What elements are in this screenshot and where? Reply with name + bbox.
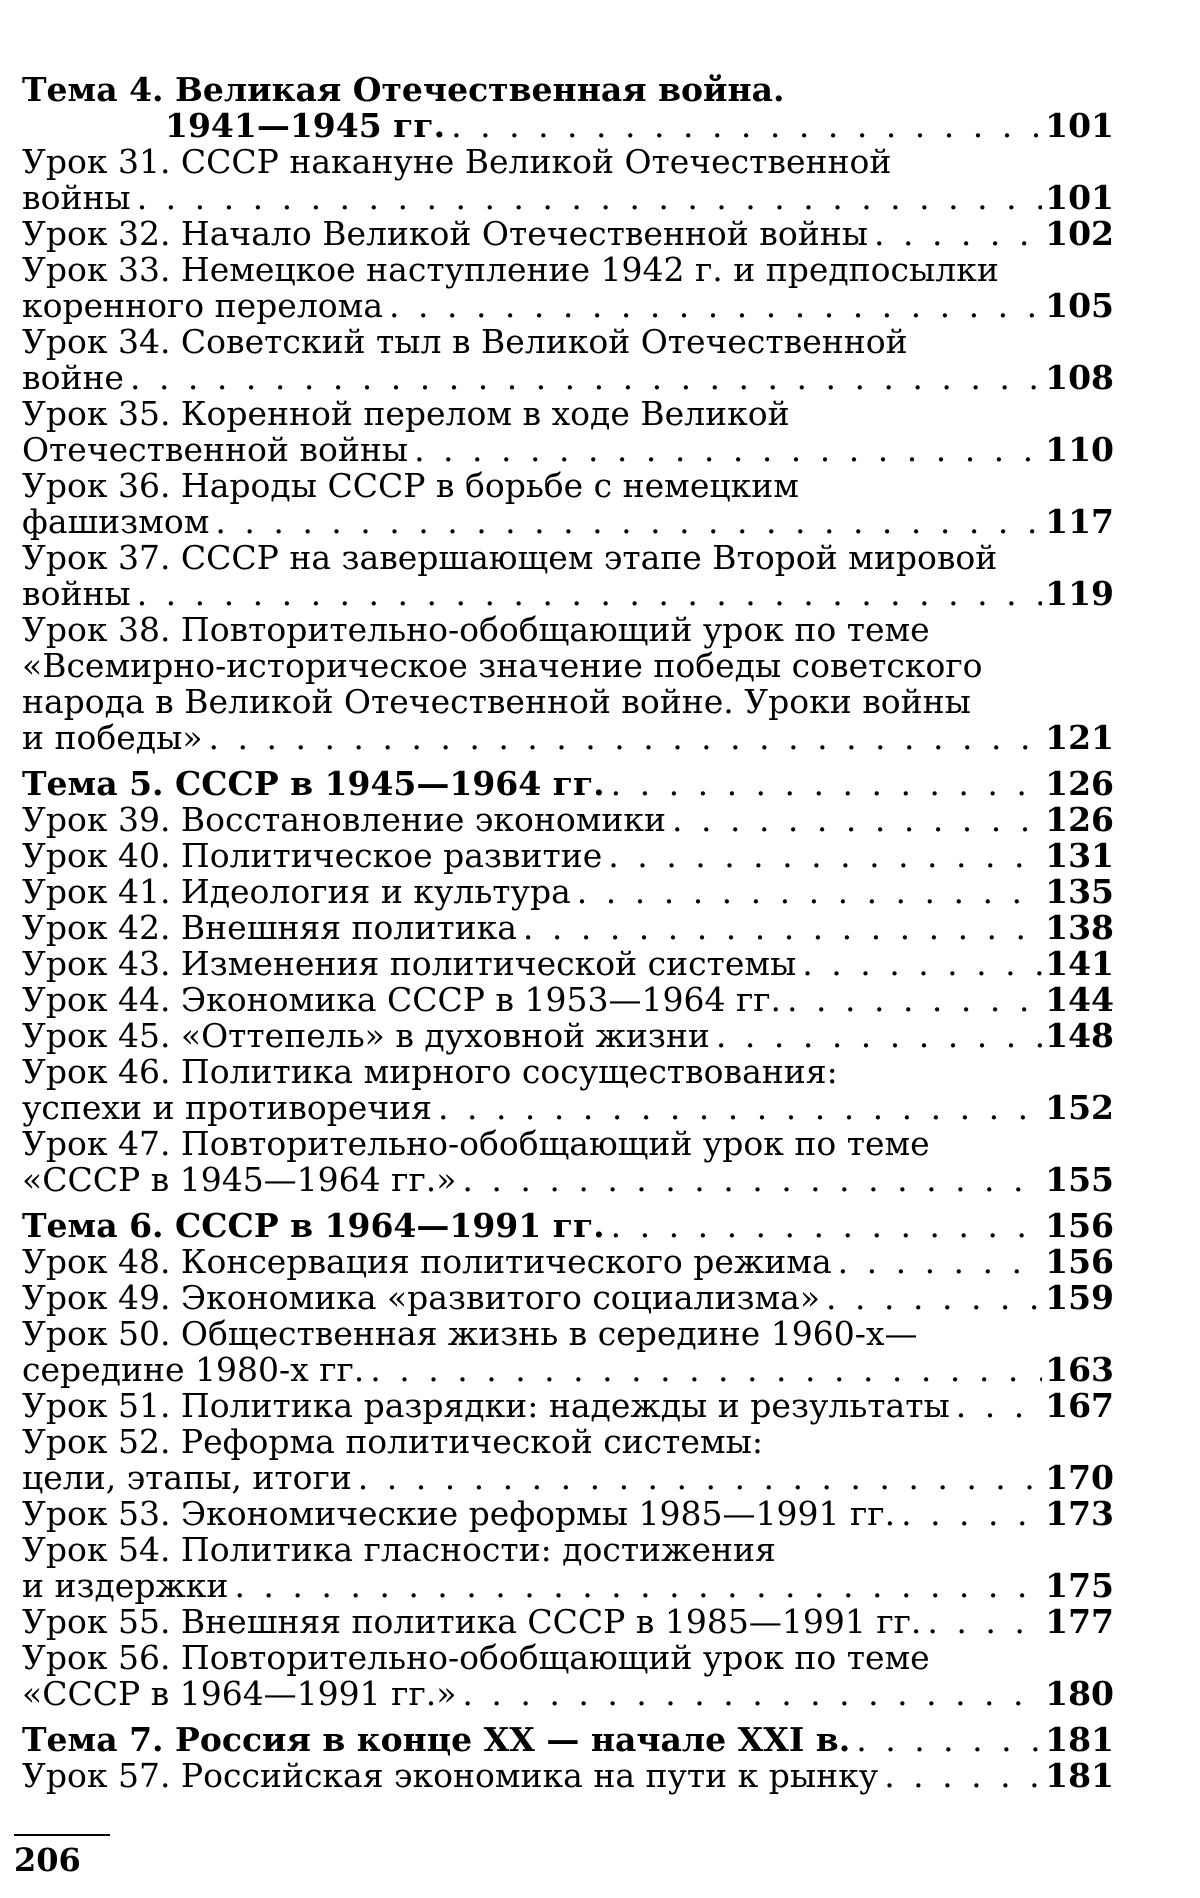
toc-text: коренного перелома [22,286,384,325]
toc-text: Урок 52. Реформа политической системы: [22,1422,763,1461]
toc-line [22,180,1114,216]
toc-page-number: 126 [1045,764,1114,803]
dot-leader [716,1018,1042,1054]
toc-text: Урок 51. Политика разрядки: надежды и результаты [22,1386,950,1425]
toc-text: и издержки [22,1566,229,1605]
toc-lesson [22,1496,1114,1532]
dot-leader [137,180,1042,216]
dot-leader [451,108,1042,144]
toc-line [22,1054,1114,1090]
toc-page-number: 167 [1045,1386,1114,1425]
toc-lesson [22,1388,1114,1424]
toc-line [22,1568,1114,1604]
toc-text: народа в Великой Отечественной войне. Уроки войны [22,682,971,721]
toc-page-number: 110 [1045,430,1114,469]
dot-leader [462,1162,1042,1198]
toc-text: Урок 56. Повторительно-обобщающий урок по теме [22,1638,930,1677]
toc-line [22,252,1114,288]
toc-line [22,324,1114,360]
toc-lesson [22,1532,1114,1604]
toc-page-number: 152 [1045,1088,1114,1127]
toc-text: Урок 45. «Оттепель» в духовной жизни [22,1016,710,1055]
toc-page-number: 101 [1045,106,1114,145]
toc-lesson [22,838,1114,874]
toc-line [22,874,1114,910]
dot-leader [856,1722,1042,1758]
toc-text: Тема 7. Россия в конце XX — начале XXI в. [22,1720,851,1759]
dot-leader [438,1090,1042,1126]
toc-page-number: 138 [1045,908,1114,947]
toc-text: Урок 33. Немецкое наступление 1942 г. и предпосылки [22,250,999,289]
toc-lesson [22,1604,1114,1640]
dot-leader [608,838,1042,874]
toc-lesson [22,874,1114,910]
toc-text: Урок 31. СССР накануне Великой Отечественной [22,142,892,181]
toc-lesson [22,910,1114,946]
toc-text: Урок 50. Общественная жизнь в середине 1960-х— [22,1314,918,1353]
toc-line [22,648,1114,684]
toc-line [22,576,1114,612]
toc-text: Тема 5. СССР в 1945—1964 гг. [22,764,605,803]
toc-page-number: 170 [1045,1458,1114,1497]
toc-page-number: 121 [1045,718,1114,757]
dot-leader [358,1460,1042,1496]
toc-line [22,1640,1114,1676]
dot-leader [927,1604,1042,1640]
toc-text: Урок 36. Народы СССР в борьбе с немецким [22,466,799,505]
dot-leader [611,1208,1042,1244]
toc-topic [22,766,1114,802]
toc-lesson [22,1758,1114,1794]
toc-text: Урок 40. Политическое развитие [22,836,603,875]
toc-lesson [22,324,1114,396]
dot-leader [234,1568,1042,1604]
toc-line [22,1018,1114,1054]
toc-page-number: 119 [1045,574,1114,613]
toc-line [22,396,1114,432]
toc-lesson [22,1316,1114,1388]
footer-rule [14,1834,110,1836]
toc-page-number: 155 [1045,1160,1114,1199]
toc-line [22,1280,1114,1316]
toc-text: Урок 55. Внешняя политика СССР в 1985—1991 гг. [22,1602,922,1641]
toc-line [22,1460,1114,1496]
dot-leader [611,766,1042,802]
dot-leader [884,1758,1042,1794]
toc-text: успехи и противоречия [22,1088,432,1127]
toc-line [22,1090,1114,1126]
toc-text: Урок 54. Политика гласности: достижения [22,1530,776,1569]
toc-line [22,1316,1114,1352]
toc-line [22,72,1114,108]
toc-text: Урок 32. Начало Великой Отечественной войны [22,214,868,253]
dot-leader [802,946,1042,982]
toc-line [22,360,1114,396]
dot-leader [523,910,1042,946]
dot-leader [209,720,1042,756]
toc-line [22,216,1114,252]
toc-topic [22,72,1114,144]
toc-page-number: 163 [1045,1350,1114,1389]
toc-text: Урок 34. Советский тыл в Великой Отечественной [22,322,908,361]
toc-line [22,720,1114,756]
toc-page-number: 175 [1045,1566,1114,1605]
toc-text: середине 1980-х гг. [22,1350,365,1389]
dot-leader [370,1352,1042,1388]
dot-leader [787,982,1042,1018]
toc-line [22,540,1114,576]
toc-line [22,1758,1114,1794]
toc-text: Урок 53. Экономические реформы 1985—1991 гг. [22,1494,896,1533]
toc-line [22,802,1114,838]
toc-lesson [22,982,1114,1018]
toc-page-number: 105 [1045,286,1114,325]
toc-page-number: 177 [1045,1602,1114,1641]
toc-text: «СССР в 1964—1991 гг.» [22,1674,457,1713]
toc-line [22,946,1114,982]
toc-line [22,108,1114,144]
dot-leader [462,1676,1042,1712]
table-of-contents [22,72,1114,1794]
dot-leader [838,1244,1042,1280]
toc-line [22,1424,1114,1460]
dot-leader [130,360,1042,396]
toc-text: Урок 38. Повторительно-обобщающий урок по теме [22,610,930,649]
toc-text: и победы» [22,718,203,757]
toc-text: войны [22,574,131,613]
toc-line [22,1244,1114,1280]
toc-lesson [22,1126,1114,1198]
toc-text: Урок 35. Коренной перелом в ходе Великой [22,394,790,433]
toc-text: 1941—1945 гг. [165,106,446,145]
dot-leader [215,504,1042,540]
toc-line [22,468,1114,504]
toc-lesson [22,1640,1114,1712]
toc-lesson [22,612,1114,756]
toc-line [22,1532,1114,1568]
toc-line [22,1722,1114,1758]
toc-page-number: 159 [1045,1278,1114,1317]
toc-line [22,612,1114,648]
toc-text: Урок 39. Восстановление экономики [22,800,666,839]
toc-lesson [22,468,1114,540]
toc-text: Урок 46. Политика мирного сосуществования: [22,1052,838,1091]
toc-text: войны [22,178,131,217]
toc-line [22,1388,1114,1424]
toc-page-number: 156 [1045,1242,1114,1281]
toc-line [22,1604,1114,1640]
toc-line [22,1126,1114,1162]
dot-leader [901,1496,1042,1532]
toc-page-number: 101 [1045,178,1114,217]
toc-text: Урок 37. СССР на завершающем этапе Второй мировой [22,538,998,577]
toc-page-number: 135 [1045,872,1114,911]
dot-leader [389,288,1042,324]
dot-leader [826,1280,1042,1316]
toc-page-number: 180 [1045,1674,1114,1713]
toc-line [22,144,1114,180]
toc-text: цели, этапы, итоги [22,1458,352,1497]
toc-text: Урок 42. Внешняя политика [22,908,517,947]
toc-lesson [22,144,1114,216]
toc-line [22,838,1114,874]
toc-line [22,766,1114,802]
toc-line [22,1162,1114,1198]
toc-text: Урок 41. Идеология и культура [22,872,571,911]
toc-line [22,684,1114,720]
toc-text: Урок 48. Консервация политического режима [22,1242,832,1281]
toc-lesson [22,252,1114,324]
toc-text: Тема 6. СССР в 1964—1991 гг. [22,1206,605,1245]
toc-lesson [22,396,1114,468]
toc-text: фашизмом [22,502,210,541]
toc-page-number: 108 [1045,358,1114,397]
toc-topic [22,1722,1114,1758]
dot-leader [874,216,1042,252]
toc-page-number: 117 [1045,502,1114,541]
toc-text: Урок 49. Экономика «развитого социализма» [22,1278,821,1317]
toc-text: Тема 4. Великая Отечественная война. [22,70,785,109]
toc-page-number: 102 [1045,214,1114,253]
toc-page-number: 148 [1045,1016,1114,1055]
toc-line [22,910,1114,946]
toc-text: Урок 43. Изменения политической системы [22,944,797,983]
toc-page-number: 126 [1045,800,1114,839]
toc-line [22,504,1114,540]
toc-lesson [22,802,1114,838]
toc-page-number: 141 [1045,944,1114,983]
page-number: 206 [14,1841,81,1879]
toc-text: Урок 44. Экономика СССР в 1953—1964 гг. [22,980,782,1019]
toc-page-number: 173 [1045,1494,1114,1533]
toc-line [22,432,1114,468]
toc-lesson [22,1244,1114,1280]
toc-line [22,288,1114,324]
toc-line [22,1676,1114,1712]
toc-lesson [22,946,1114,982]
toc-page-number: 156 [1045,1206,1114,1245]
toc-page-number: 131 [1045,836,1114,875]
toc-text: «Всемирно-историческое значение победы советского [22,646,983,685]
toc-lesson [22,1054,1114,1126]
dot-leader [577,874,1042,910]
toc-lesson [22,1280,1114,1316]
toc-lesson [22,216,1114,252]
toc-page-number: 144 [1045,980,1114,1019]
toc-lesson [22,1424,1114,1496]
toc-lesson [22,1018,1114,1054]
toc-line [22,982,1114,1018]
toc-line [22,1208,1114,1244]
toc-text: войне [22,358,124,397]
toc-page-number: 181 [1045,1720,1114,1759]
toc-text: Урок 47. Повторительно-обобщающий урок по теме [22,1124,930,1163]
toc-lesson [22,540,1114,612]
toc-text: «СССР в 1945—1964 гг.» [22,1160,457,1199]
dot-leader [956,1388,1042,1424]
dot-leader [414,432,1042,468]
dot-leader [672,802,1042,838]
toc-text: Урок 57. Российская экономика на пути к рынку [22,1756,879,1795]
toc-line [22,1496,1114,1532]
dot-leader [137,576,1042,612]
toc-topic [22,1208,1114,1244]
toc-text: Отечественной войны [22,430,409,469]
toc-line [22,1352,1114,1388]
toc-page-number: 181 [1045,1756,1114,1795]
